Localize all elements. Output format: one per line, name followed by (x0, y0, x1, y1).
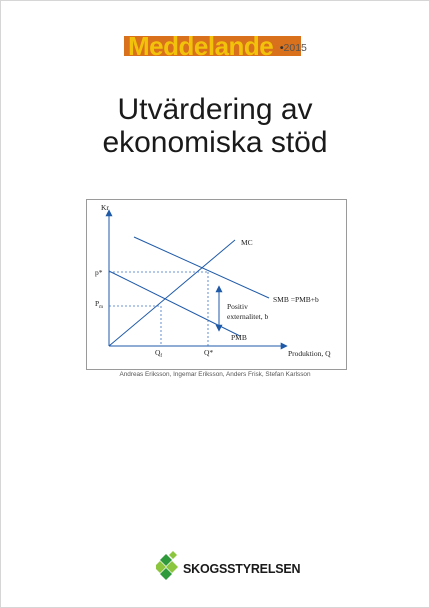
y-axis-label: Kr (101, 203, 109, 212)
pmb-label: PMB (231, 333, 247, 342)
externality-diagram (86, 199, 347, 370)
p-star-label: p* (95, 268, 103, 277)
issue-year: 2015 (283, 42, 307, 54)
mc-label: MC (241, 238, 253, 247)
title-line-2: ekonomiska stöd (102, 126, 328, 159)
x-axis-label: Produktion, Q (288, 349, 331, 358)
mc-curve (109, 240, 235, 346)
masthead-word: Meddelande (128, 31, 274, 61)
smb-label: SMB =PMB+b (273, 295, 319, 304)
issue-separator: • (279, 42, 284, 54)
skogsstyrelsen-leaf-icon (156, 548, 182, 580)
externality-label-line-1: Positiv (227, 302, 248, 311)
page-title (1, 93, 429, 159)
pmb-curve (109, 271, 240, 336)
q-star-label: Q* (204, 348, 214, 357)
p-m-label: $P_m$ (95, 299, 104, 310)
issue-label (274, 42, 307, 54)
diagram-svg (87, 200, 346, 369)
logo (156, 548, 301, 582)
author-list: Andreas Eriksson, Ingemar Eriksson, Anders Frisk, Stefan Karlsson (119, 371, 311, 378)
externality-label-line-2: externalitet, b (227, 312, 269, 321)
logo-text: SKOGSSTYRELSEN (183, 562, 301, 576)
issue-number: 6 (274, 42, 280, 54)
q-f-label: $Q_f$ (155, 348, 163, 359)
title-line-1: Utvärdering av (117, 93, 313, 126)
